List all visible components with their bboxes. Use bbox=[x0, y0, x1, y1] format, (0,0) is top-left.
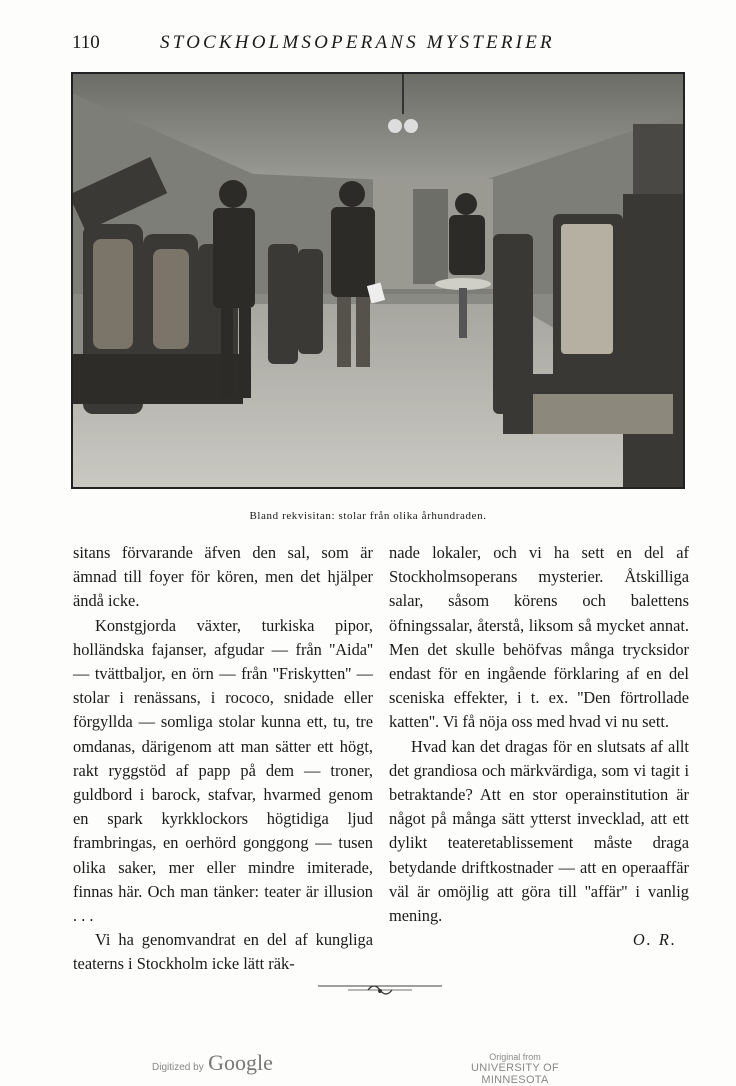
digitized-by-label: Digitized by bbox=[152, 1062, 204, 1073]
paragraph: Konstgjorda växter, turkiska pipor, holländska fajanser, afgudar — från ''Aida'' — tvättbaljor, en örn — från ''Friskytten'' — stolar i renässans, i rococo, snidade eller förgyllda — somliga stolar kunna ett, tu, tre omdanas, därigenom att man sätter ett högt, rakt ryggstöd af papp på dem — troner, guldbord i barock, stafvar, hvarmed genom en spark kyrkklockors högtidiga ljud frambringas, en oerhörd gonggong — tusen olika saker, mer eller mindre imiterade, finnas här. Och man tänker: teater är illusion . . . bbox=[73, 615, 373, 926]
figure-caption: Bland rekvisitan: stolar från olika århundraden. bbox=[249, 510, 487, 522]
google-logo: Google bbox=[208, 1050, 273, 1075]
paragraph: Hvad kan det dragas för en slutsats af allt det grandiosa och märkvärdiga, som vi tagit i betraktande? Att en stor operainstitution är något på många sätt ytterst invecklad, att ett dylikt teateretablissement måste draga betydande driftkostnader — att en operaaffär väl är omöjlig att göra till ''affär'' i vanlig mening. bbox=[389, 736, 689, 926]
digitized-by-google bbox=[152, 1050, 273, 1076]
left-column bbox=[73, 541, 373, 977]
ornament-divider bbox=[318, 974, 442, 1000]
running-title: STOCKHOLMSOPERANS MYSTERIER bbox=[160, 32, 555, 53]
university-name: UNIVERSITY OF MINNESOTA bbox=[470, 1062, 560, 1086]
paragraph: nade lokaler, och vi ha sett en del af Stockholmsoperans mysterier. Åtskilliga salar, såsom körens och balettens öfningssalar, återstå, liksom så mycket annat. Men det skulle behöfvas många trycksidor endast för en ingående förklaring af en del sceniska effekter, i t. ex. ''Den förtrollade katten''. Vi få nöja oss med hvad vi nu sett. bbox=[389, 543, 689, 732]
paragraph: Vi ha genomvandrat en del af kungliga teaterns i Stockholm icke lätt räk- bbox=[73, 930, 373, 974]
paragraph: sitans förvarande äfven den sal, som är ämnad till foyer för kören, men det hjälper ändå icke. bbox=[73, 543, 373, 611]
page-number: 110 bbox=[72, 32, 100, 53]
photograph-props-room bbox=[71, 72, 685, 489]
original-from-label: Original from bbox=[489, 1052, 541, 1062]
original-from bbox=[440, 1052, 590, 1086]
signature: O. R. bbox=[632, 930, 677, 950]
right-column bbox=[389, 541, 689, 952]
page-header bbox=[0, 28, 736, 62]
